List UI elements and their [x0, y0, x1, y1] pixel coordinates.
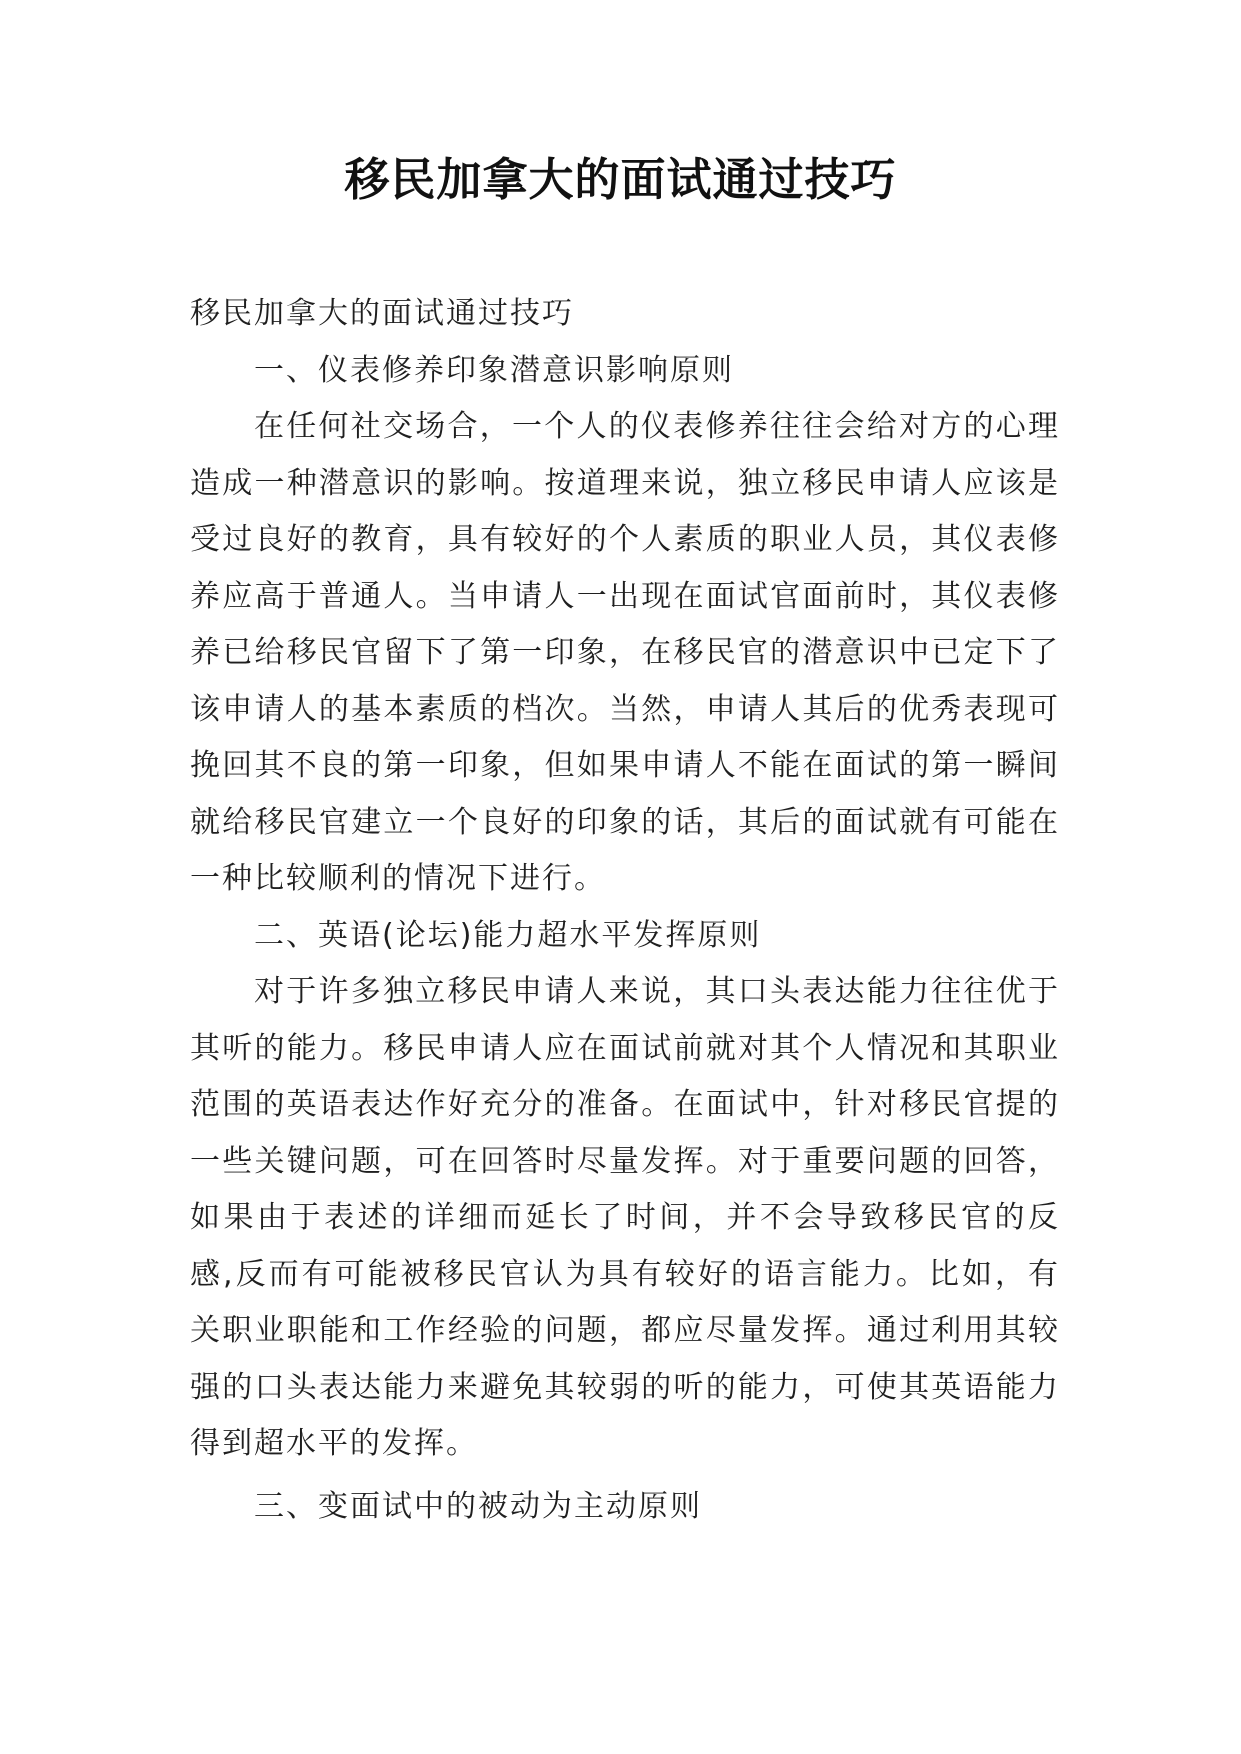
- section-heading-3: 三、变面试中的被动为主动原则: [254, 1488, 702, 1524]
- section-heading-2: 二、英语(论坛)能力超水平发挥原则: [254, 917, 762, 953]
- subtitle-line: 移民加拿大的面试通过技巧: [190, 296, 574, 331]
- document-body: [190, 286, 1060, 1535]
- section-heading-1: 一、仪表修养印象潜意识影响原则: [254, 352, 734, 388]
- paragraph-2: 对于许多独立移民申请人来说，其口头表达能力往往优于其听的能力。移民申请人应在面试前就对其个人情况和其职业范围的英语表达作好充分的准备。在面试中，针对移民官提的一些关键问题，可在回答时尽量发挥。对于重要问题的回答，如果由于表述的详细而延长了时间，并不会导致移民官的反感,反而有可能被移民官认为具有较好的语言能力。比如，有关职业职能和工作经验的问题，都应尽量发挥。通过利用其较强的口头表达能力来避免其较弱的听的能力，可使其英语能力得到超水平的发挥。: [190, 974, 1060, 1461]
- paragraph-1: 在任何社交场合，一个人的仪表修养往往会给对方的心理造成一种潜意识的影响。按道理来说，独立移民申请人应该是受过良好的教育，具有较好的个人素质的职业人员，其仪表修养应高于普通人。当申请人一出现在面试官面前时，其仪表修养已给移民官留下了第一印象，在移民官的潜意识中已定下了该申请人的基本素质的档次。当然，申请人其后的优秀表现可挽回其不良的第一印象，但如果申请人不能在面试的第一瞬间就给移民官建立一个良好的印象的话，其后的面试就有可能在一种比较顺利的情况下进行。: [190, 409, 1060, 896]
- document-title: 移民加拿大的面试通过技巧: [344, 153, 897, 206]
